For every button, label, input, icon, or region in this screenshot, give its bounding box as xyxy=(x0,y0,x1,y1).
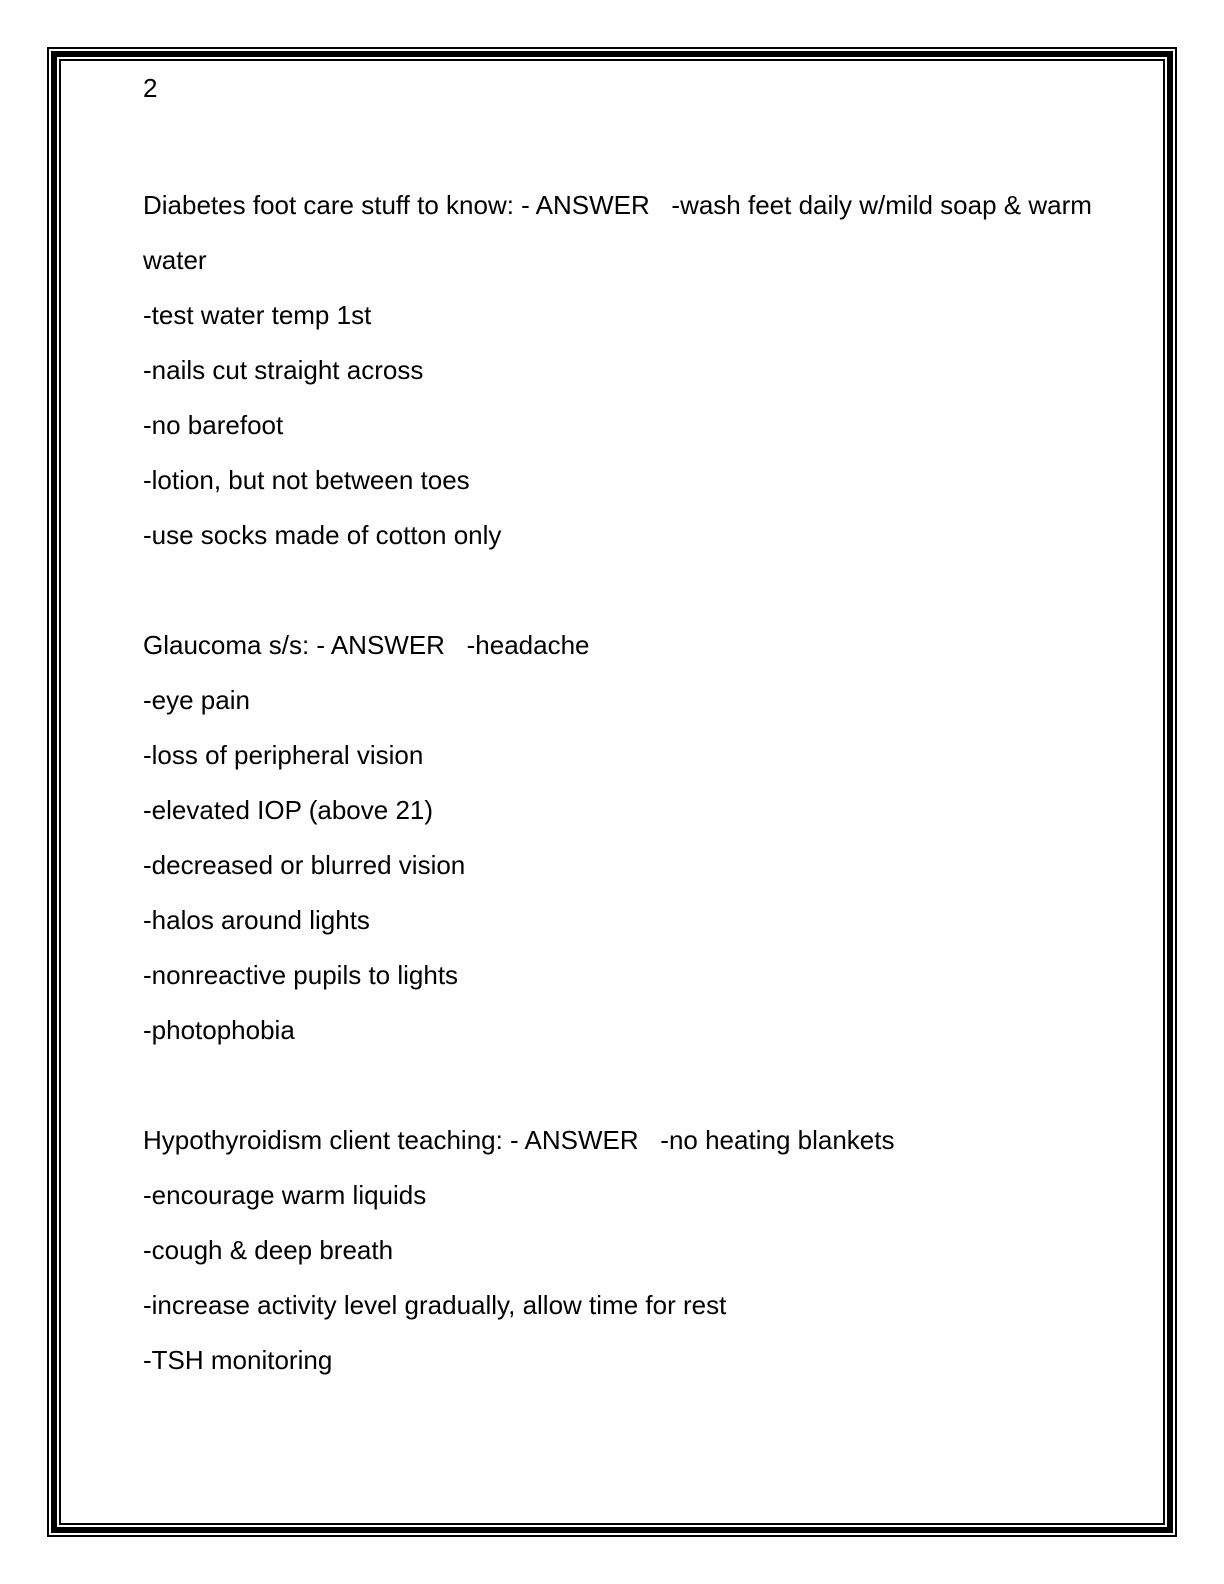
text-line: -nails cut straight across xyxy=(143,355,424,385)
text-line: -lotion, but not between toes xyxy=(143,465,470,495)
header-spacer xyxy=(143,116,1129,178)
text-line: Hypothyroidism client teaching: - ANSWER -no heating blankets xyxy=(143,1125,895,1155)
section-glaucoma xyxy=(143,618,1129,1058)
text-line: Glaucoma s/s: - ANSWER -headache xyxy=(143,630,590,660)
text-line: -loss of peripheral vision xyxy=(143,740,424,770)
section-diabetes-foot-care xyxy=(143,178,1129,563)
section-hypothyroidism xyxy=(143,1113,1129,1388)
page-number: 2 xyxy=(143,73,158,103)
section-spacer xyxy=(143,1058,1129,1113)
section-spacer xyxy=(143,563,1129,618)
text-line: -photophobia xyxy=(143,1015,295,1045)
text-line: Diabetes foot care stuff to know: - ANSWER -wash feet daily w/mild soap & warm xyxy=(143,190,1092,220)
text-line: -no barefoot xyxy=(143,410,284,440)
text-line: -eye pain xyxy=(143,685,250,715)
text-line: -cough & deep breath xyxy=(143,1235,394,1265)
text-line: -use socks made of cotton only xyxy=(143,520,502,550)
text-line: -halos around lights xyxy=(143,905,370,935)
text-line: -decreased or blurred vision xyxy=(143,850,466,880)
text-line: water xyxy=(143,245,207,275)
page-content xyxy=(143,61,1129,1388)
text-line: -elevated IOP (above 21) xyxy=(143,795,434,825)
text-line: -TSH monitoring xyxy=(143,1345,333,1375)
text-line: -test water temp 1st xyxy=(143,300,372,330)
text-line: -increase activity level gradually, allow time for rest xyxy=(143,1290,727,1320)
text-line: -nonreactive pupils to lights xyxy=(143,960,459,990)
text-line: -encourage warm liquids xyxy=(143,1180,427,1210)
